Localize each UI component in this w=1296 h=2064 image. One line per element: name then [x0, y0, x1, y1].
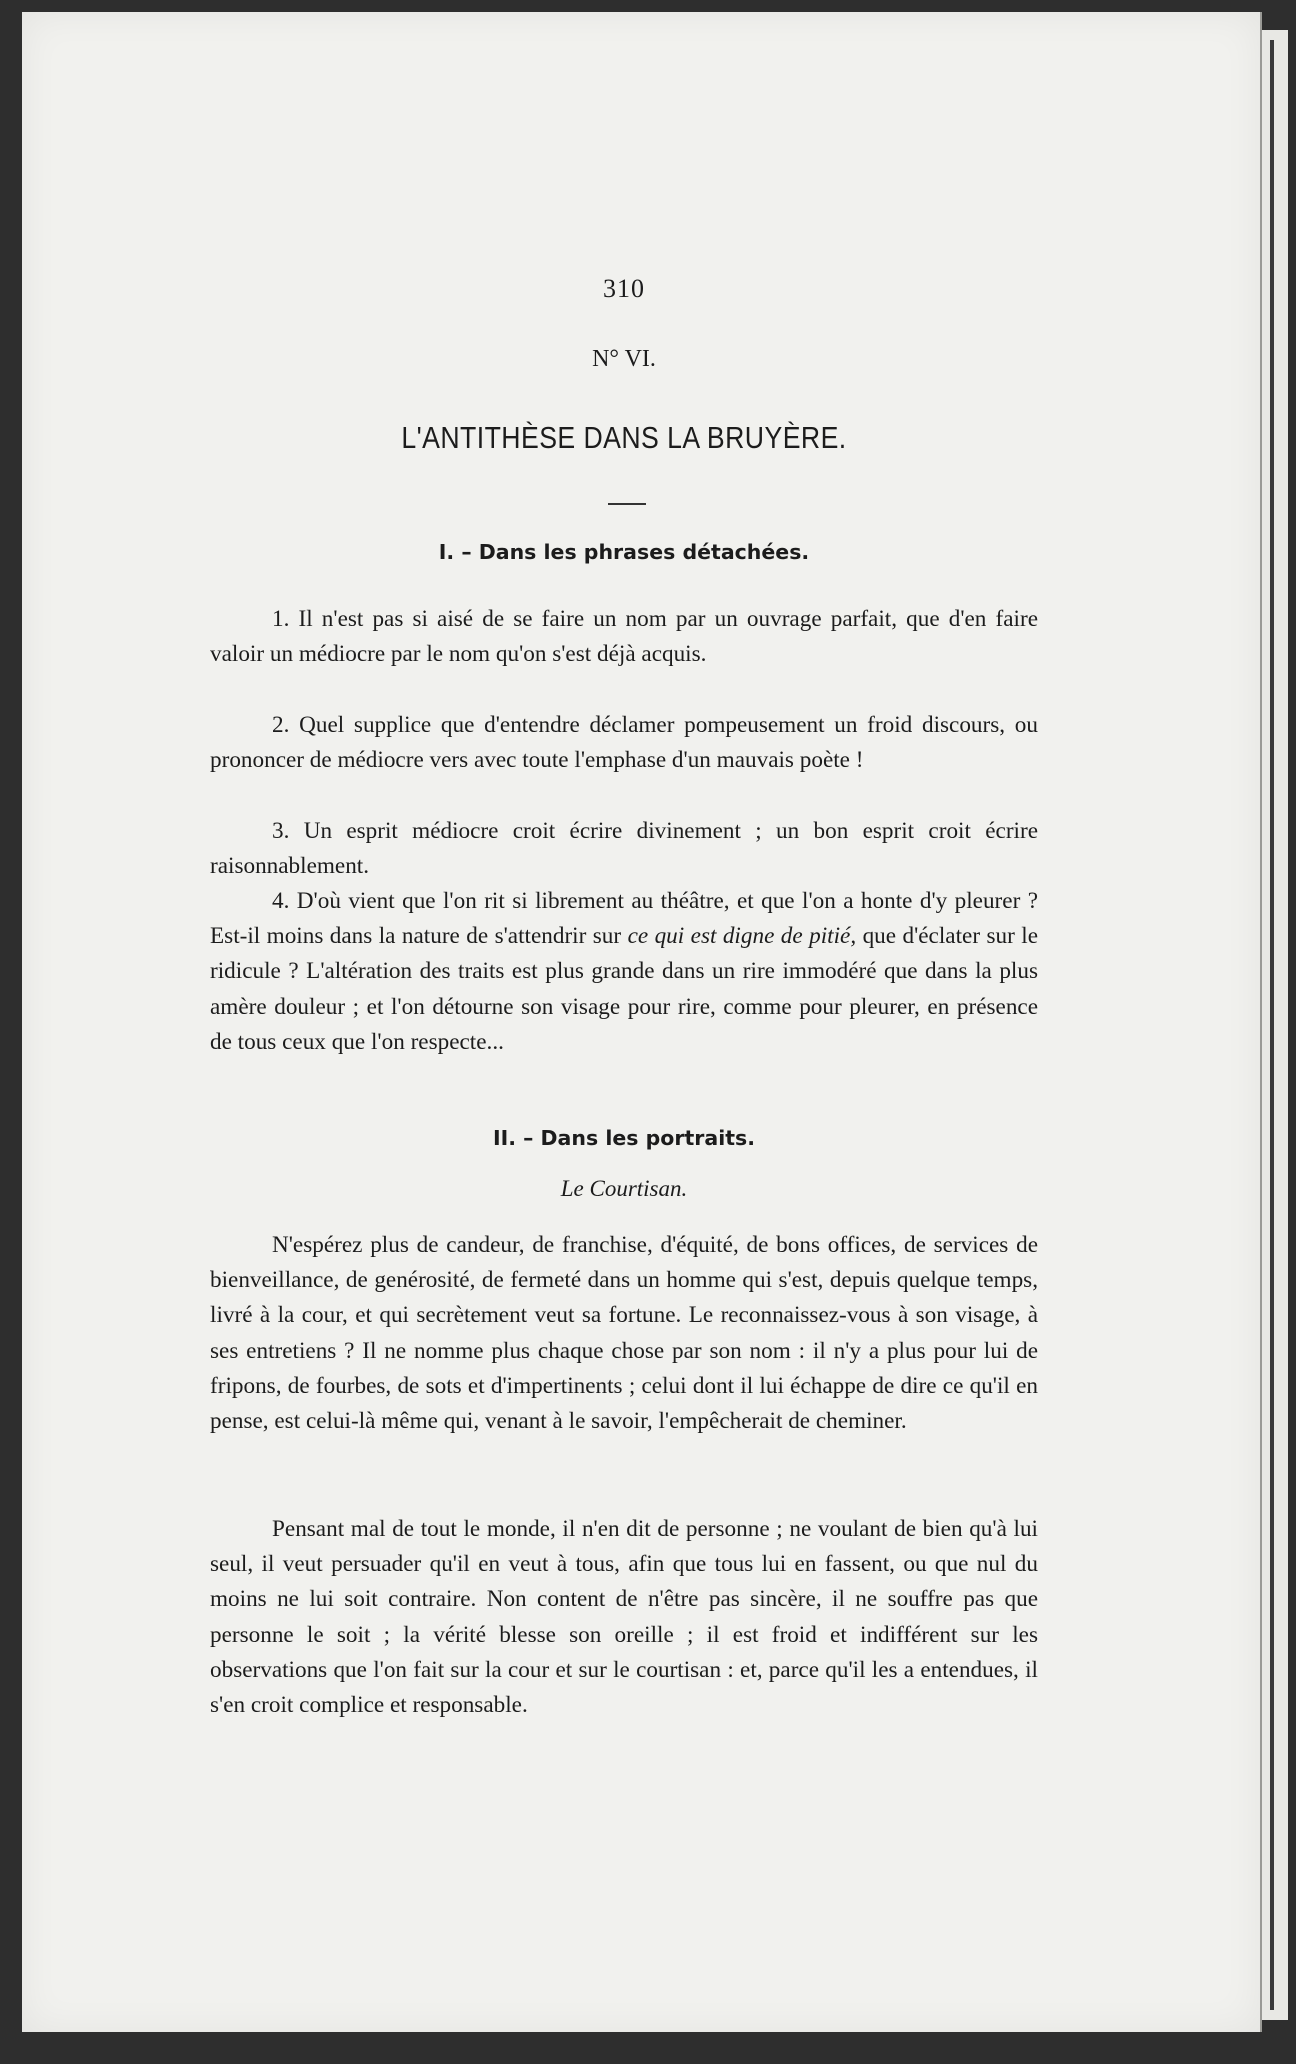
page-edge-shadow	[1270, 40, 1274, 2010]
item-3: 3. Un esprit médiocre croit écrire divinement ; un bon esprit croit écrire raisonnablement.	[210, 818, 1038, 880]
section-1-heading: I. – Dans les phrases détachées.	[438, 540, 810, 564]
portrait-paragraph-1: N'espérez plus de candeur, de franchise, d'équité, de bons offices, de services de bienveillance, de genérosité, de fermeté dans un homme qui s'est, depuis quelque temps, livré à la cour, et qui secrètement veut sa fortune. Le reconnaissez-vous à son visage, à ses entretiens ? Il ne nomme plus chaque chose par son nom : il n'y a plus pour lui de fripons, de fourbes, de sots et d'impertinents ; celui dont il lui échappe de dire ce qu'il en pense, est celui-là même qui, venant à le savoir, l'empêcherait de cheminer.	[210, 1232, 1038, 1435]
item-1: 1. Il n'est pas si aisé de se faire un nom par un ouvrage parfait, que d'en faire valoir un médiocre par le nom qu'on s'est déjà acquis.	[210, 606, 1038, 668]
portrait-paragraph-2: Pensant mal de tout le monde, il n'en dit de personne ; ne voulant de bien qu'à lui seul, il veut persuader qu'il en veut à tous, afin que tous lui en fassent, ou que nul du moins ne lui soit contraire. Non content de n'être pas sincère, il ne souffre pas que personne le soit ; la vérité blesse son oreille ; il est froid et indifférent sur les observations que l'on fait sur la cour et sur le courtisan : et, parce qu'il les a entendues, il s'en croit complice et responsable.	[210, 1516, 1038, 1719]
item-4-text-end: que d'éclater sur le ridicule ? L'altération des traits est plus grande dans un rire immodéré que dans la plus amère douleur ; et l'on détourne son visage pour rire, comme pour pleurer, en présence de tous ceux que l'on respecte...	[210, 923, 1038, 1055]
portrait-title: Le Courtisan.	[560, 1176, 688, 1201]
item-2: 2. Quel supplice que d'entendre déclamer pompeusement un froid discours, ou prononcer de médiocre vers avec toute l'emphase d'un mauvais poète !	[210, 712, 1038, 774]
page-number: 310	[603, 274, 645, 303]
title-rule	[608, 503, 646, 505]
item-4	[210, 884, 1038, 1060]
item-4-text-start: 4. D'où vient que l'on rit si librement au théâtre, et que l'on a honte d'y pleurer ? Est-il moins dans la nature de s'attendrir sur	[210, 888, 1038, 950]
book-page	[22, 12, 1262, 2032]
section-2-heading: II. – Dans les portraits.	[492, 1126, 756, 1150]
item-4-italic-phrase: ce qui est digne de pitié,	[627, 923, 857, 950]
document-number: N° VI.	[592, 346, 656, 372]
document-title: L'ANTITHÈSE DANS LA BRUYÈRE.	[401, 420, 847, 455]
next-page-edge	[1262, 30, 1288, 2020]
